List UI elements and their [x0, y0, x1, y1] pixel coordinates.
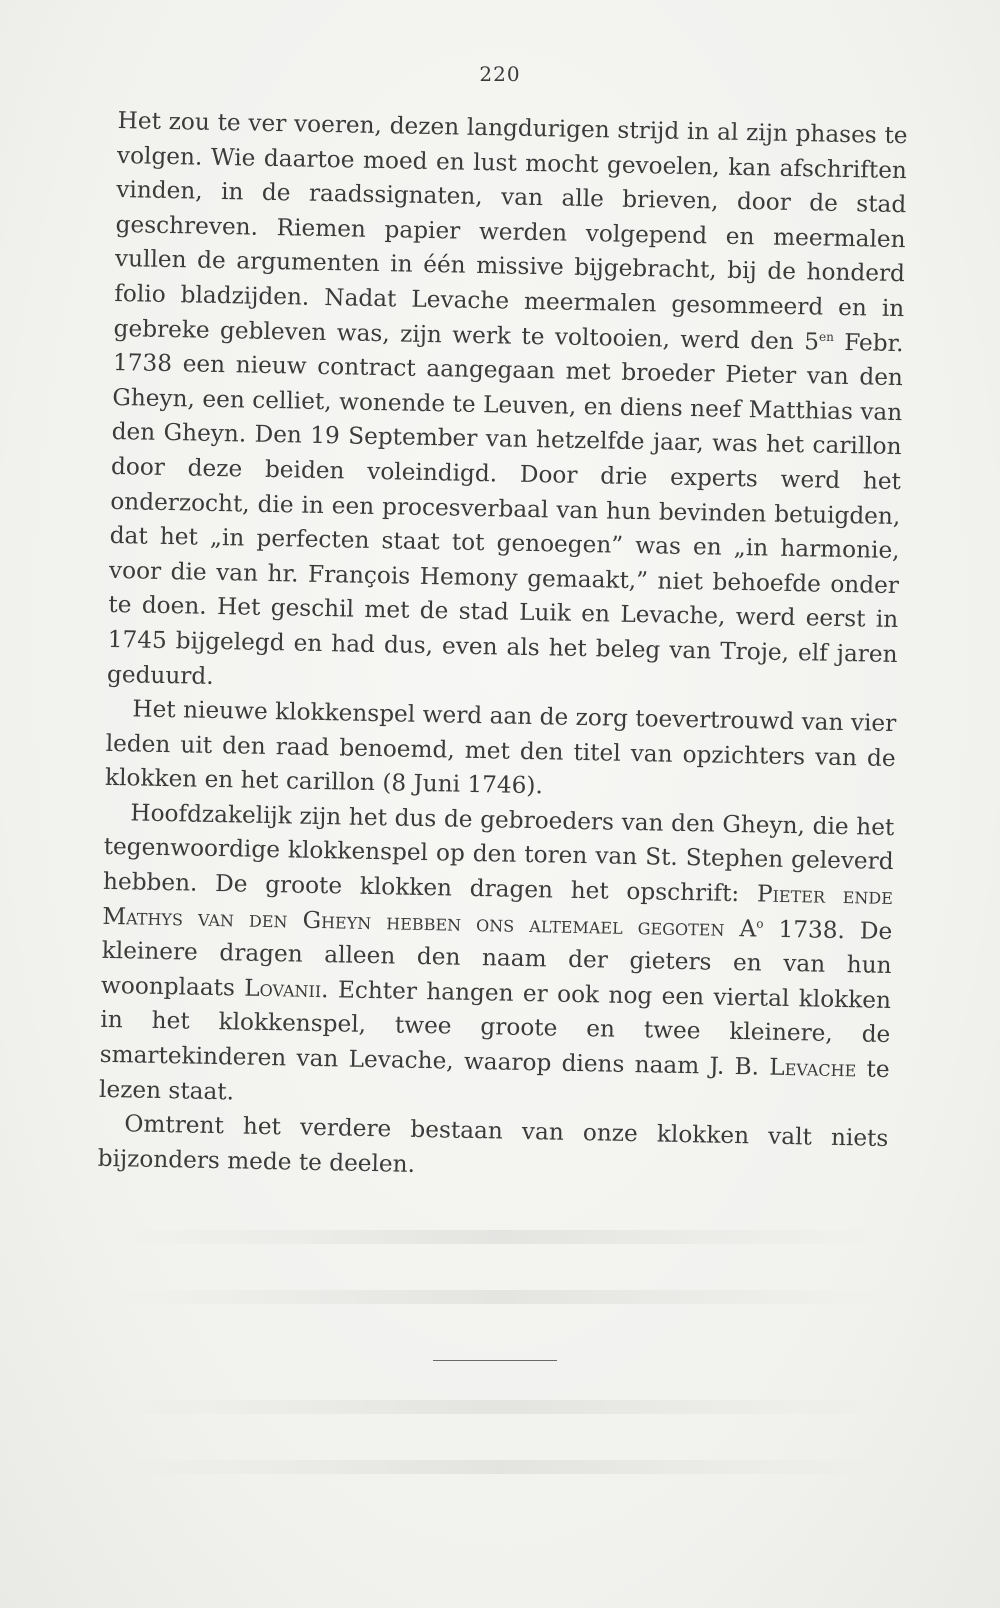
page-number: 220 [479, 62, 521, 86]
text-segment: Hoofdzakelijk zijn het dus de gebroeders van den Gheyn, die het tegenwoordige klokkenspel op den toren van St. Stephen geleverd hebben. De groote klokken dragen het opschrift: [102, 799, 895, 908]
text-segment: Omtrent het verdere bestaan van onze klokken valt niets bijzonders mede te deelen. [97, 1110, 889, 1178]
paragraph [105, 692, 897, 811]
bleed-through-shadow [120, 1230, 880, 1244]
text-segment: Het zou te ver voeren, dezen langdurigen strijd in al zijn phases te volgen. Wie daartoe moed en lust mocht gevoelen, kan afschriften vinden, in de raadssignaten, van alle brieven, door de stad geschreven. Riemen papier werden volgepend en meermalen vullen de argumenten in één missive bijgebracht, bij de honderd folio bladzijden. Nadat Levache meermalen gesommeerd en in gebreke gebleven was, zijn werk te voltooien, werd den 5 [113, 106, 908, 356]
paragraph [99, 796, 895, 1122]
superscript: en [818, 329, 835, 344]
small-caps-text: Lovanii [244, 974, 322, 1003]
text-segment: . Echter hangen er ook nog een viertal klokken in het klokkenspel, twee groote en twee kleinere, de smartekinderen van Levache, waarop diens naam J. B. [99, 975, 892, 1081]
text-segment: A [724, 914, 757, 943]
bleed-through-shadow [120, 1460, 880, 1474]
small-caps-text: Pieter ende Mathys van den Gheyn hebben ons altemael gegoten [102, 880, 894, 942]
body-text [97, 104, 907, 1191]
bleed-through-shadow [120, 1290, 880, 1304]
text-segment: te lezen staat. [98, 1055, 890, 1106]
text-segment: 1738. De kleinere dragen alleen den naam der gieters en van hun woonplaats [100, 915, 893, 1002]
paragraph [97, 1107, 888, 1191]
superscript: o [756, 916, 764, 931]
paragraph [107, 104, 908, 707]
small-caps-text: Levache [769, 1053, 857, 1083]
end-rule [433, 1360, 557, 1361]
text-segment: Het nieuwe klokkenspel werd aan de zorg toevertrouwd van vier leden uit den raad benoemd, met den titel van opzichters van de klokken en het carillon (8 Juni 1746). [104, 695, 897, 800]
text-segment: Febr. 1738 een nieuw contract aangegaan met broeder Pieter van den Gheyn, een celliet, wonende te Leuven, en diens neef Matthias van den Gheyn. Den 19 September van hetzelfde jaar, was het carillon door deze beiden voleindigd. Door drie experts werd het onderzocht, die in een procesverbaal van hun bevinden betuigden, dat het „in perfecten staat tot genoegen” was en „in harmonie, voor die van hr. François Hemony gemaakt,” niet behoefde onder te doen. Het geschil met de stad Luik en Levache, werd eerst in 1745 bijgelegd en had dus, even als het beleg van Troje, elf jaren geduurd. [106, 328, 904, 690]
bleed-through-shadow [120, 1400, 880, 1414]
